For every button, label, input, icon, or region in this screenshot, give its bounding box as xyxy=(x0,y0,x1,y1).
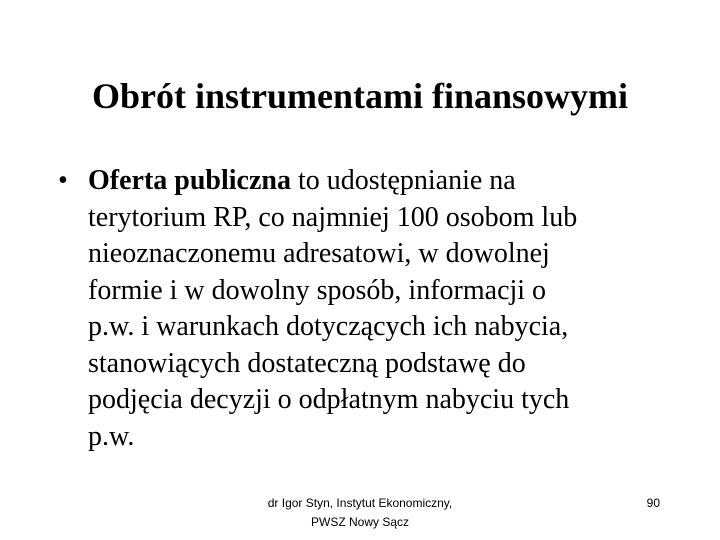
bullet-line-3: nieoznaczonemu adresatowi, w dowolnej xyxy=(88,238,550,269)
bullet-line-1-text: to udostępnianie na xyxy=(291,165,516,196)
bullet-line-7: podjęcia decyzji o odpłatnym nabyciu tych xyxy=(88,384,570,415)
bullet-text xyxy=(88,163,658,455)
bullet-line-6: stanowiących dostateczną podstawę do xyxy=(88,347,526,379)
bullet-line-5: p.w. i warunkach dotyczących ich nabycia, xyxy=(88,311,569,342)
bullet-line-8: p.w. xyxy=(88,420,135,452)
bullet-line-4: formie i w dowolny sposób, informacji o xyxy=(88,274,547,306)
footer-author: dr Igor Styn, Instytut Ekonomiczny, xyxy=(267,496,453,510)
bullet-line-1 xyxy=(88,163,658,200)
bullet-line-2: terytorium RP, co najmniej 100 osobom lub xyxy=(88,201,578,233)
page-number: 90 xyxy=(646,496,660,510)
defined-term: Oferta publiczna xyxy=(88,165,291,196)
footer-institution: PWSZ Nowy Sącz xyxy=(310,515,409,529)
footer-source xyxy=(230,494,490,532)
slide-title: Obrót instrumentami finansowymi xyxy=(91,76,628,116)
bullet-marker: • xyxy=(58,165,68,196)
